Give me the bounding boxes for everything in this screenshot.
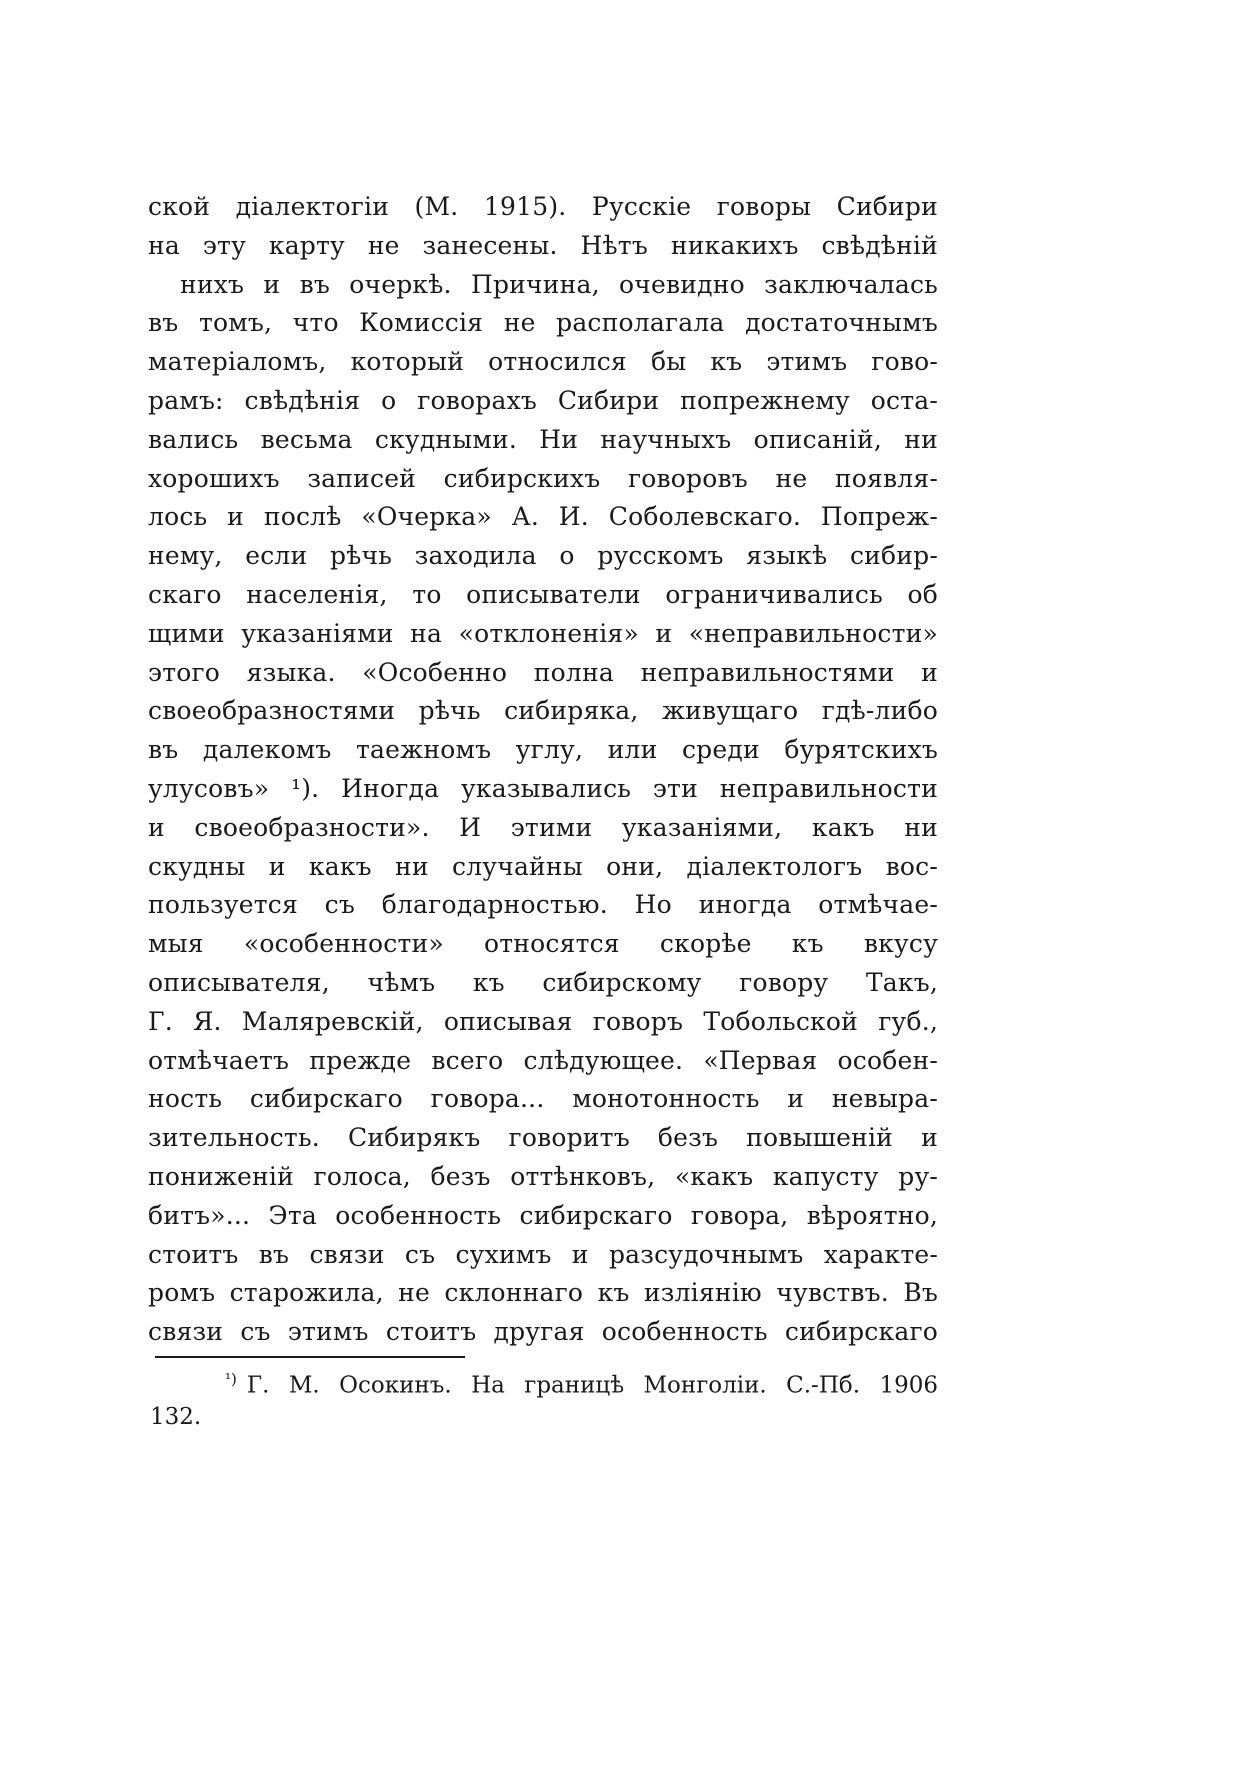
page-number: 132. <box>150 1404 202 1430</box>
text-line: скаго населенія, то описыватели ограничивались об <box>148 579 938 609</box>
text-line: въ томъ, что Комиссія не располагала достаточнымъ <box>148 308 938 338</box>
footnote-text: Г. М. Осокинъ. На границѣ Монголіи. С.-Пб. 1906 <box>246 1372 938 1399</box>
text-line: улусовъ» ¹). Иногда указывались эти неправильности <box>148 773 938 803</box>
footnote-marker: ¹) <box>225 1370 237 1388</box>
text-line: своеобразностями рѣчь сибиряка, живущаго гдѣ-либо <box>148 696 938 726</box>
text-line: мыя «особенности» относятся скорѣе къ вкусу <box>148 929 938 959</box>
text-line: описывателя, чѣмъ къ сибирскому говору Такъ, <box>148 967 938 997</box>
text-line: связи съ этимъ стоитъ другая особенность сибирскаго <box>148 1317 938 1347</box>
text-line: лось и послѣ «Очерка» А. И. Соболевскаго. Попреж- <box>148 502 938 532</box>
text-line: ской діалектогіи (М. 1915). Русскіе говоры Сибири <box>148 192 938 221</box>
text-line: щими указаніями на «отклоненія» и «неправильности» <box>148 618 938 648</box>
text-line: вались весьма скудными. Ни научныхъ описаній, ни <box>148 424 938 454</box>
text-line: пониженій голоса, безъ оттѣнковъ, «какъ капусту ру- <box>148 1161 938 1191</box>
text-line: нему, если рѣчь заходила о русскомъ языкѣ сибир- <box>148 541 938 571</box>
text-line: матеріаломъ, который относился бы къ этимъ гово- <box>148 347 938 377</box>
text-line: ность сибирскаго говора... монотонность и невыра- <box>148 1084 938 1114</box>
text-line: стоитъ въ связи съ сухимъ и разсудочнымъ характе- <box>148 1239 938 1269</box>
text-line: хорошихъ записей сибирскихъ говоровъ не появля- <box>148 463 938 493</box>
body-text <box>148 188 938 1352</box>
text-line: рамъ: свѣдѣнія о говорахъ Сибири попрежнему оста- <box>148 385 938 415</box>
text-line: на эту карту не занесены. Нѣтъ никакихъ свѣдѣній <box>148 230 938 260</box>
footnote-divider <box>155 1356 465 1358</box>
text-line: зительность. Сибирякъ говоритъ безъ повышеній и <box>148 1123 938 1153</box>
text-line: въ далекомъ таежномъ углу, или среди бурятскихъ <box>148 735 938 765</box>
text-line: отмѣчаетъ прежде всего слѣдующее. «Первая особен- <box>148 1045 938 1075</box>
text-line: пользуется съ благодарностью. Но иногда отмѣчае- <box>148 890 938 920</box>
text-line: нихъ и въ очеркѣ. Причина, очевидно заключалась <box>180 269 938 299</box>
text-line: битъ»... Эта особенность сибирскаго говора, вѣроятно, <box>148 1200 938 1230</box>
text-line: этого языка. «Особенно полна неправильностями и <box>148 657 938 687</box>
text-line: скудны и какъ ни случайны они, діалектологъ вос- <box>148 851 938 881</box>
text-line: Г. Я. Маляревскій, описывая говоръ Тобольской губ., <box>148 1006 938 1036</box>
text-line: ромъ старожила, не склоннаго къ изліянію чувствъ. Въ <box>148 1278 938 1308</box>
text-line: и своеобразности». И этими указаніями, какъ ни <box>148 812 938 842</box>
footnote <box>225 1362 938 1403</box>
